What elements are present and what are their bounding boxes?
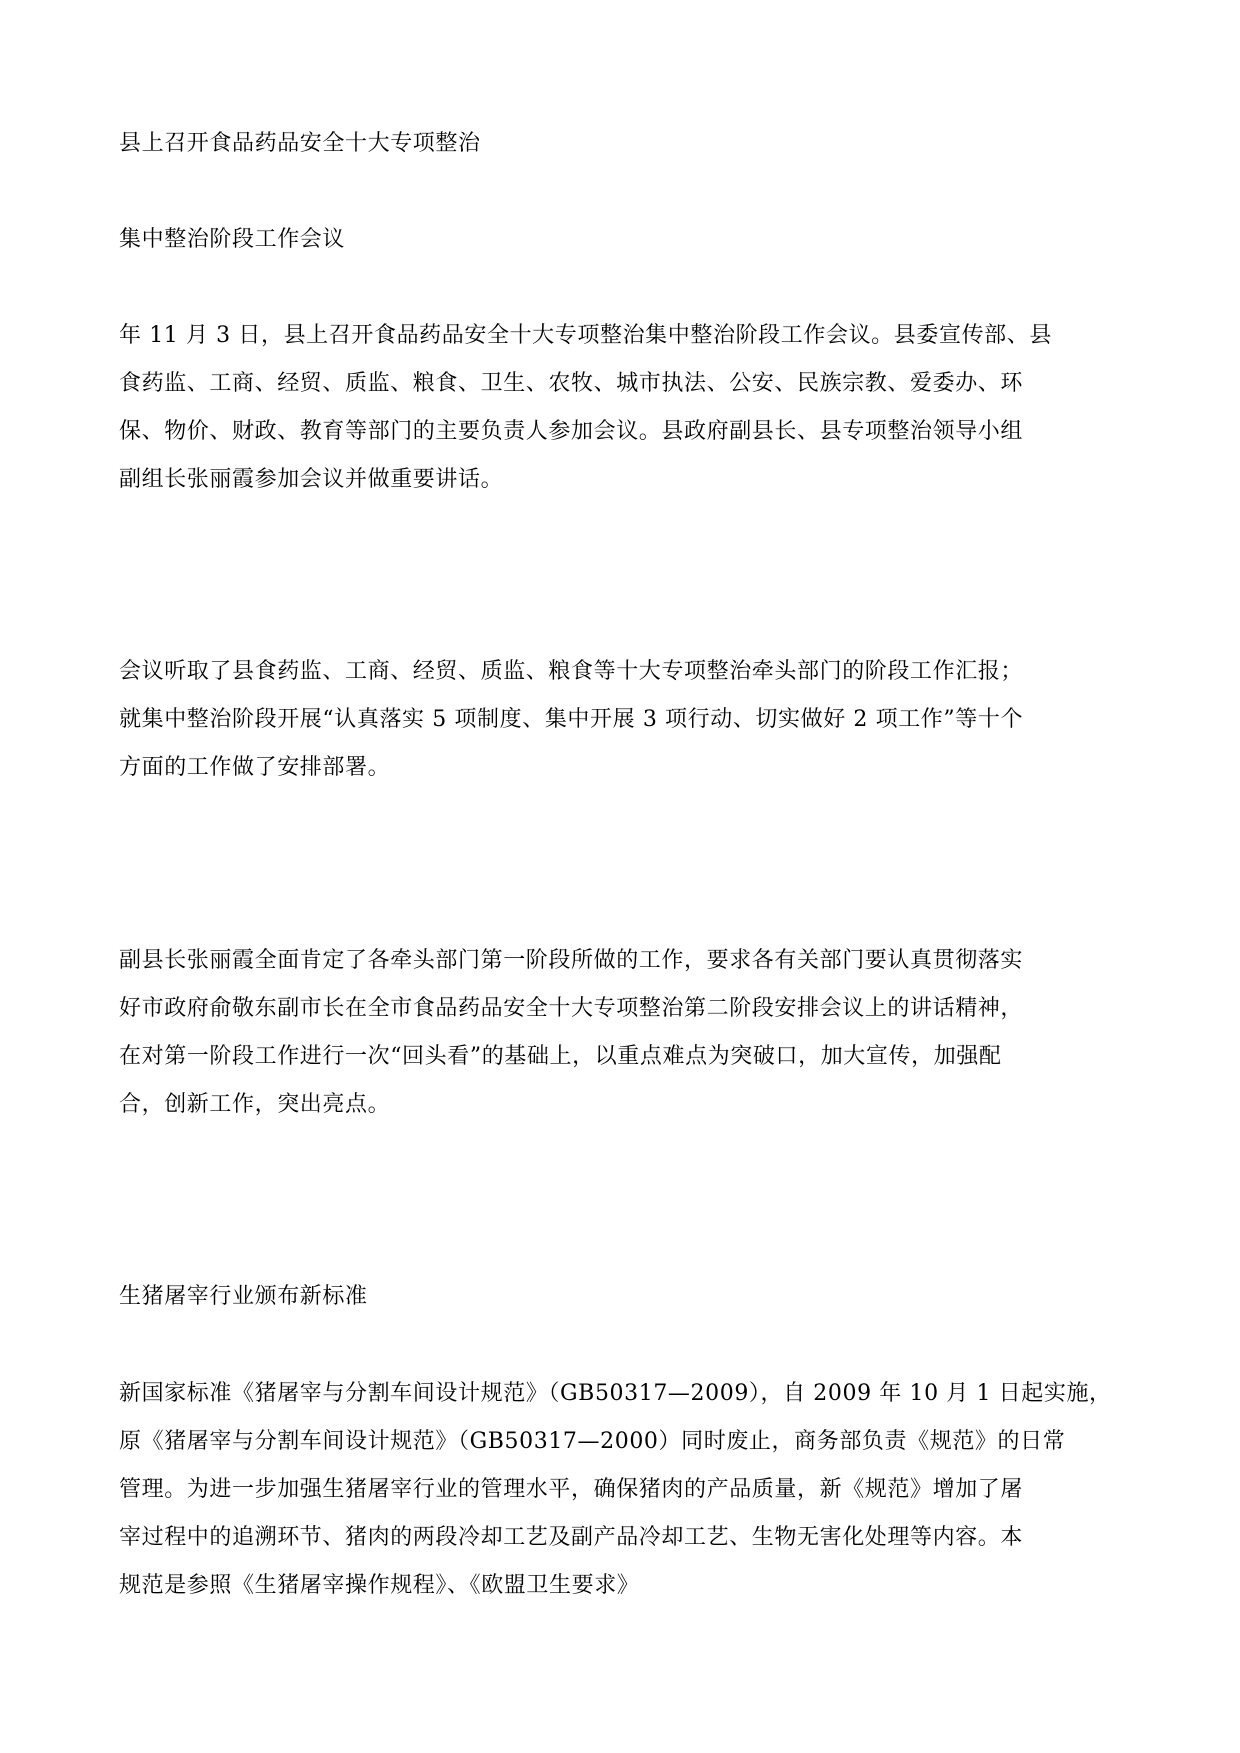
- article-title-line-1: [119, 120, 1129, 168]
- paragraph-line: 规范是参照《生猪屠宰操作规程》、《欧盟卫生要求》: [119, 1573, 640, 1598]
- heading-text: 县上召开食品药品安全十大专项整治: [119, 131, 481, 156]
- paragraph-vice-mayor-remarks: [119, 937, 1129, 1129]
- paragraph-line: 管理。为进一步加强生猪屠宰行业的管理水平，确保猪肉的产品质量，新《规范》增加了屠: [119, 1477, 1024, 1502]
- paragraph-line: 方面的工作做了安排部署。: [119, 755, 391, 780]
- paragraph-line: 就集中整治阶段开展“认真落实 5 项制度、集中开展 3 项行动、切实做好 2 项工作”等十个: [119, 707, 1024, 732]
- paragraph-work-reports: [119, 648, 1129, 792]
- paragraph-line: 年 11 月 3 日，县上召开食品药品安全十大专项整治集中整治阶段工作会议。县委宣传部、县: [119, 323, 1052, 348]
- paragraph-line: 合，创新工作，突出亮点。: [119, 1092, 391, 1117]
- paragraph-line: 好市政府俞敬东副市长在全市食品药品安全十大专项整治第二阶段安排会议上的讲话精神，: [119, 996, 1024, 1021]
- paragraph-line: 原《猪屠宰与分割车间设计规范》（GB50317—2000）同时废止，商务部负责《规范》的日常: [119, 1429, 1066, 1454]
- paragraph-line: 食药监、工商、经贸、质监、粮食、卫生、农牧、城市执法、公安、民族宗教、爱委办、环: [119, 371, 1024, 396]
- article-title-line-2: [119, 216, 1129, 264]
- paragraph-line: 保、物价、财政、教育等部门的主要负责人参加会议。县政府副县长、县专项整治领导小组: [119, 419, 1024, 444]
- heading-text: 生猪屠宰行业颁布新标准: [119, 1284, 368, 1309]
- paragraph-line: 宰过程中的追溯环节、猪肉的两段冷却工艺及副产品冷却工艺、生物无害化处理等内容。本: [119, 1525, 1024, 1550]
- paragraph-meeting-summary: [119, 312, 1129, 504]
- paragraph-line: 在对第一阶段工作进行一次“回头看”的基础上，以重点难点为突破口，加大宣传，加强配: [119, 1044, 1002, 1069]
- paragraph-line: 副组长张丽霞参加会议并做重要讲话。: [119, 467, 504, 492]
- section-title-slaughter-standard: [119, 1273, 1129, 1321]
- paragraph-line: 新国家标准《猪屠宰与分割车间设计规范》（GB50317—2009），自 2009 年 10 月 1 日起实施，: [119, 1381, 1112, 1406]
- paragraph-new-standard: [119, 1370, 1129, 1610]
- heading-text: 集中整治阶段工作会议: [119, 227, 346, 252]
- paragraph-line: 会议听取了县食药监、工商、经贸、质监、粮食等十大专项整治牵头部门的阶段工作汇报；: [119, 659, 1024, 684]
- paragraph-line: 副县长张丽霞全面肯定了各牵头部门第一阶段所做的工作，要求各有关部门要认真贯彻落实: [119, 948, 1024, 973]
